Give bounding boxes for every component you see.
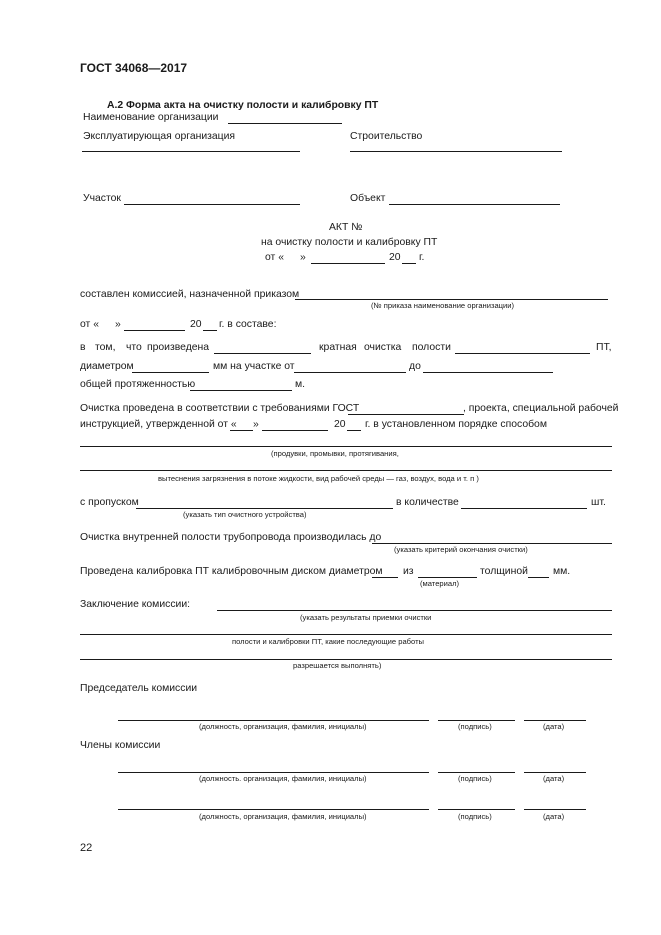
disk-material-field[interactable] bbox=[418, 577, 477, 578]
chairman-date-field[interactable] bbox=[524, 720, 586, 721]
instruction-end: г. в установленном порядке способом bbox=[365, 419, 547, 430]
disk-thickness-field[interactable] bbox=[528, 577, 549, 578]
member1-position-field[interactable] bbox=[118, 772, 429, 773]
member2-position-hint: (должность, организация, фамилия, инициалы) bbox=[199, 812, 367, 821]
conclusion-label: Заключение комиссии: bbox=[80, 599, 191, 610]
construction-field[interactable] bbox=[350, 151, 562, 152]
act-date-open: от « bbox=[265, 252, 284, 263]
act-title: АКТ № bbox=[329, 222, 363, 233]
object-label: Объект bbox=[350, 193, 386, 204]
quantity-field[interactable] bbox=[461, 508, 587, 509]
allowed-hint: разрешается выполнять) bbox=[293, 661, 382, 670]
composed-label: составлен комиссией, назначенной приказом bbox=[80, 289, 300, 300]
instruction-month-field[interactable] bbox=[262, 430, 328, 431]
chairman-position-field[interactable] bbox=[118, 720, 429, 721]
done-in: в bbox=[80, 342, 86, 353]
staff-label: г. в составе: bbox=[219, 319, 277, 330]
instruction-label: инструкцией, утвержденной от « bbox=[80, 419, 237, 430]
thickness-label: толщиной bbox=[480, 566, 528, 577]
member2-position-field[interactable] bbox=[118, 809, 429, 810]
standard-code: ГОСТ 34068—2017 bbox=[80, 61, 188, 75]
form-heading: А.2 Форма акта на очистку полости и калибровку ПТ bbox=[107, 100, 379, 111]
total-length-field[interactable] bbox=[190, 390, 292, 391]
operating-org-label: Эксплуатирующая организация bbox=[83, 131, 236, 142]
chairman-position-hint: (должность, организация, фамилия, инициалы) bbox=[199, 722, 367, 731]
chairman-date-hint: (дата) bbox=[543, 722, 565, 731]
act-year: 20 bbox=[389, 252, 401, 263]
instruction-year-field[interactable] bbox=[347, 430, 361, 431]
performed-field[interactable] bbox=[214, 353, 311, 354]
section-to-field[interactable] bbox=[423, 372, 553, 373]
instruction-close: » bbox=[253, 419, 259, 430]
criterion-field[interactable] bbox=[372, 543, 612, 544]
disk-diameter-field[interactable] bbox=[372, 577, 398, 578]
meters-label: м. bbox=[295, 379, 306, 390]
pt-label: ПТ, bbox=[596, 342, 612, 353]
org-name-label: Наименование организации bbox=[83, 112, 219, 123]
displacement-hint: вытеснения загрязнения в потоке жидкости, вид рабочей среды — газ, воздух, вода и т. п ) bbox=[158, 474, 479, 483]
from-year-field[interactable] bbox=[203, 330, 217, 331]
pcs-label: шт. bbox=[591, 497, 606, 508]
from-year: 20 bbox=[190, 319, 202, 330]
cleaning-gost-end: , проекта, специальной рабочей bbox=[463, 403, 619, 414]
quantity-label: в количестве bbox=[396, 497, 459, 508]
total-length-label: общей протяженностью bbox=[80, 379, 196, 390]
of-label: из bbox=[403, 566, 414, 577]
act-number-field[interactable] bbox=[358, 233, 359, 234]
conclusion-field-2[interactable] bbox=[80, 634, 612, 635]
member1-signature-hint: (подпись) bbox=[458, 774, 492, 783]
cleaning-gost-label: Очистка проведена в соответствии с требованиями ГОСТ bbox=[80, 403, 360, 414]
chairman-label: Председатель комиссии bbox=[80, 683, 198, 694]
instruction-year: 20 bbox=[334, 419, 346, 430]
cavity-label: полости bbox=[412, 342, 451, 353]
displacement-field[interactable] bbox=[80, 470, 612, 471]
members-label: Члены комиссии bbox=[80, 740, 161, 751]
act-month-field[interactable] bbox=[311, 263, 385, 264]
criterion-hint: (указать критерий окончания очистки) bbox=[394, 545, 528, 554]
done-performed: произведена bbox=[147, 342, 210, 353]
act-day-field[interactable] bbox=[290, 263, 300, 264]
page-number: 22 bbox=[80, 842, 93, 854]
instruction-day-field[interactable] bbox=[230, 430, 253, 431]
calibration-hint: полости и калибровки ПТ, какие последующие работы bbox=[232, 637, 425, 646]
section-from-field[interactable] bbox=[294, 372, 406, 373]
diameter-label: диаметром bbox=[80, 361, 134, 372]
material-hint: (материал) bbox=[420, 579, 460, 588]
act-subtitle: на очистку полости и калибровку ПТ bbox=[261, 237, 438, 248]
method-hint: (продувки, промывки, протягивания, bbox=[271, 449, 399, 458]
section-label: мм на участке от bbox=[213, 361, 295, 372]
operating-org-field[interactable] bbox=[82, 151, 300, 152]
act-year-field[interactable] bbox=[402, 263, 416, 264]
org-name-field[interactable] bbox=[228, 123, 342, 124]
from-label: от « bbox=[80, 319, 99, 330]
order-hint: (№ приказа наименование организации) bbox=[371, 301, 515, 310]
from-month-field[interactable] bbox=[124, 330, 185, 331]
chairman-signature-hint: (подпись) bbox=[458, 722, 492, 731]
method-field[interactable] bbox=[80, 446, 612, 447]
order-field[interactable] bbox=[295, 299, 608, 300]
to-label: до bbox=[409, 361, 421, 372]
mm-label: мм. bbox=[553, 566, 571, 577]
done-that: том, bbox=[95, 342, 116, 353]
member1-date-hint: (дата) bbox=[543, 774, 565, 783]
construction-label: Строительство bbox=[350, 131, 423, 142]
conclusion-field-3[interactable] bbox=[80, 659, 612, 660]
diameter-field[interactable] bbox=[132, 372, 209, 373]
chairman-signature-field[interactable] bbox=[438, 720, 515, 721]
act-year-suffix: г. bbox=[419, 252, 425, 263]
object-field[interactable] bbox=[389, 204, 560, 205]
pass-label: с пропуском bbox=[80, 497, 139, 508]
member2-date-hint: (дата) bbox=[543, 812, 565, 821]
gost-field[interactable] bbox=[348, 414, 464, 415]
multiple-label: кратная bbox=[319, 342, 357, 353]
cavity-field[interactable] bbox=[455, 353, 590, 354]
device-hint: (указать тип очистного устройства) bbox=[183, 510, 307, 519]
conclusion-field[interactable] bbox=[217, 610, 612, 611]
calibration-label: Проведена калибровка ПТ калибровочным диском диаметром bbox=[80, 566, 383, 577]
member1-date-field[interactable] bbox=[524, 772, 586, 773]
member2-signature-field[interactable] bbox=[438, 809, 515, 810]
from-close: » bbox=[115, 319, 121, 330]
done-what: что bbox=[126, 342, 142, 353]
member2-date-field[interactable] bbox=[524, 809, 586, 810]
results-hint: (указать результаты приемки очистки bbox=[300, 613, 432, 622]
member2-signature-hint: (подпись) bbox=[458, 812, 492, 821]
inner-cleaning-label: Очистка внутренней полости трубопровода производилась до bbox=[80, 532, 382, 543]
device-field[interactable] bbox=[136, 508, 393, 509]
site-field[interactable] bbox=[124, 204, 300, 205]
member1-signature-field[interactable] bbox=[438, 772, 515, 773]
member1-position-hint: (должность. организация, фамилия, инициалы) bbox=[199, 774, 367, 783]
cleaning-label: очистка bbox=[364, 342, 402, 353]
site-label: Участок bbox=[83, 193, 121, 204]
act-date-close: » bbox=[300, 252, 306, 263]
